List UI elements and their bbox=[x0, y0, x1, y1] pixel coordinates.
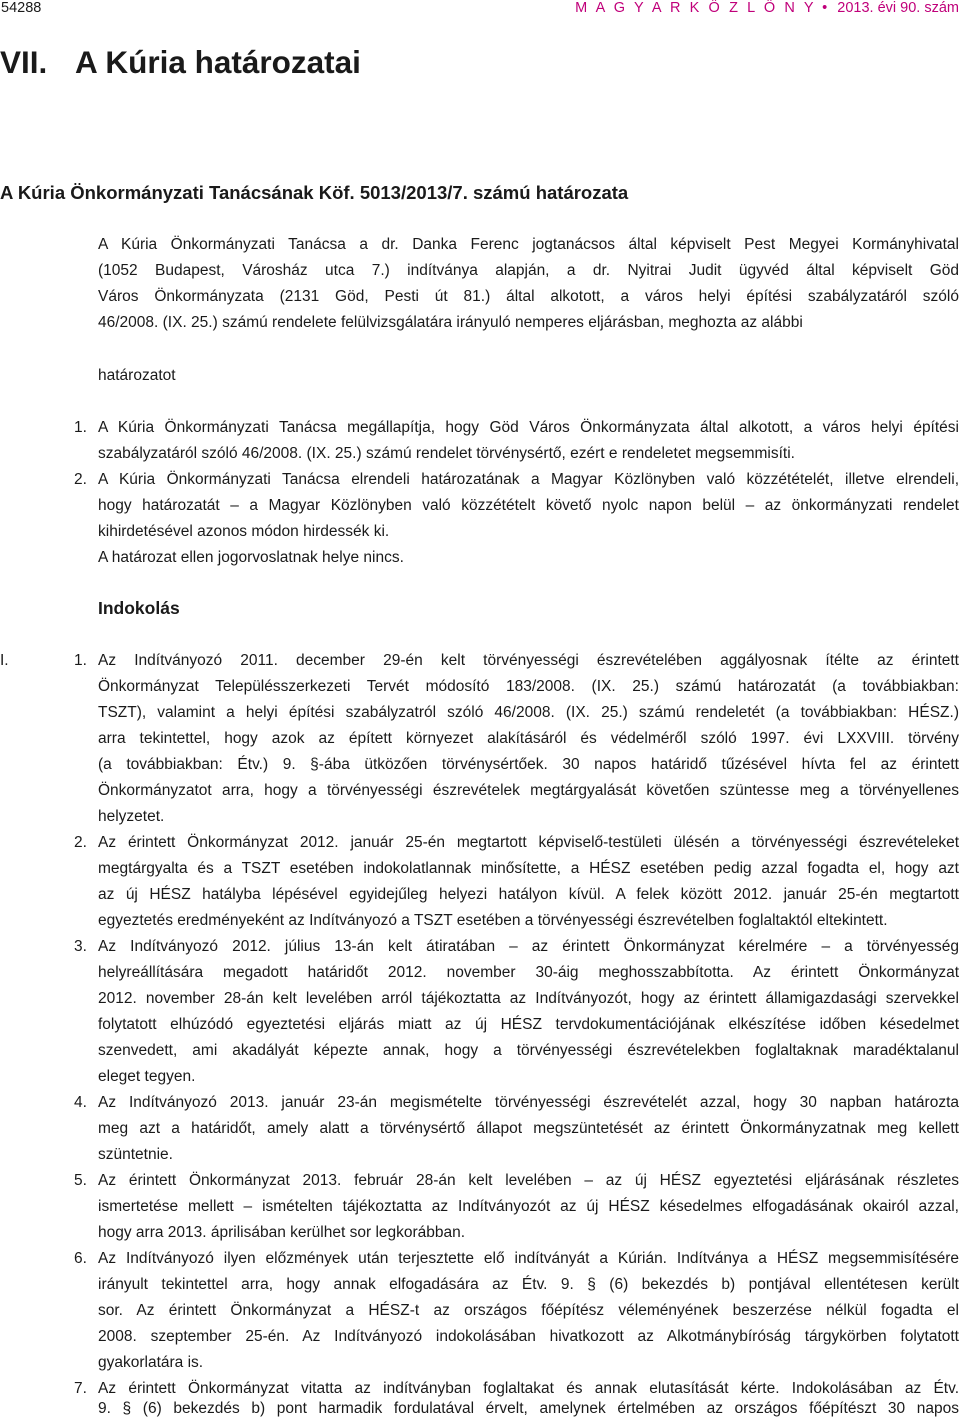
reasoning-heading: Indokolás bbox=[98, 598, 180, 618]
no-appeal-text: A határozat ellen jogorvoslatnak helye nincs. bbox=[98, 549, 404, 566]
item-line: helyreállítására megadott határidőt 2012. november 30-áig meghosszabbította. Az érintett Önkormányzat bbox=[98, 964, 959, 981]
publication-name: M A G Y A R K Ö Z L Ö N Y bbox=[575, 0, 817, 16]
intro-line: (1052 Budapest, Városház utca 7.) indítványa alapján, a dr. Nyitrai Judit ügyvéd által képviselt Göd bbox=[98, 262, 959, 279]
page-number: 54288 bbox=[1, 0, 42, 16]
item-line: folytatott elhúzódó egyeztetési eljárás miatt az új HÉSZ tervdokumentációjának elkészítése időben késedelmet bbox=[98, 1016, 959, 1033]
item-line: Az érintett Önkormányzat 2012. január 25-én megtartott képviselő-testületi ülésén a törvényességi észrevételeket bbox=[98, 834, 959, 851]
bullet-separator: • bbox=[822, 0, 828, 16]
item-line: sor. Az érintett Önkormányzat a HÉSZ-t az országos főépítész véleményének beszerzése nélkül fogadta el bbox=[98, 1302, 959, 1319]
item-line: gyakorlatára is. bbox=[98, 1354, 204, 1371]
item-number: 2. bbox=[74, 834, 87, 851]
item-line: 2008. szeptember 25-én. Az Indítványozó indokolásában hivatkozott az Alkotmánybíróság tárgykörben folytatott bbox=[98, 1328, 959, 1345]
item-line: helyzetet. bbox=[98, 808, 165, 825]
section-number: VII. bbox=[0, 44, 48, 80]
item-line: kihirdetésével azonos módon hirdessék ki. bbox=[98, 523, 390, 540]
issue-number: 2013. évi 90. szám bbox=[837, 0, 959, 16]
item-line: hogy arra 2013. áprilisában kerülhet sor legkorábban. bbox=[98, 1224, 466, 1241]
item-number: 2. bbox=[74, 471, 87, 488]
item-line: Az érintett Önkormányzat 2013. február 28-án kelt levelében – az új HÉSZ egyeztetési eljárásának részletes bbox=[98, 1172, 959, 1189]
item-line: (a továbbiakban: Étv.) 9. §-ába ütközően törvénysértőek. 30 napos határidő tűzésével hívta fel az érintett bbox=[98, 756, 959, 773]
page-header bbox=[0, 0, 960, 16]
item-line: 9. § (6) bekezdés b) pont harmadik fordulatával érvelt, amelynek értelmében az országos főépítészt 30 napos bbox=[98, 1400, 959, 1417]
section-title-text: A Kúria határozatai bbox=[75, 44, 361, 80]
decision-title: A Kúria Önkormányzati Tanácsának Köf. 5013/2013/7. számú határozata bbox=[0, 182, 629, 203]
item-line: Az Indítványozó 2012. július 13-án kelt átiratában – az érintett Önkormányzat kérelmére – a törvényesség bbox=[98, 938, 959, 955]
item-line: Önkormányzatot arra, hogy a törvényességi észrevételek megtárgyalását követően szüntesse meg a törvényellenes bbox=[98, 782, 959, 799]
roman-numeral: I. bbox=[0, 652, 9, 669]
item-number: 6. bbox=[74, 1250, 87, 1267]
item-number: 4. bbox=[74, 1094, 87, 1111]
section-title bbox=[0, 43, 361, 81]
item-line: TSZT), valamint a helyi építési szabályzatról szóló 46/2008. (IX. 25.) számú rendeletét (a továbbiakban: HÉSZ.) bbox=[98, 704, 959, 721]
item-line: 2012. november 28-án kelt levelében arról tájékoztatta az Indítványozót, hogy az érintett államigazdasági szervekkel bbox=[98, 990, 959, 1007]
intro-line: 46/2008. (IX. 25.) számú rendelete felülvizsgálatára irányuló nemperes eljárásban, meghozta az alábbi bbox=[98, 314, 803, 331]
item-line: ismertetése mellett – ismételten tájékoztatta az Indítványozót az új HÉSZ késedelmes elfogadásának okairól azzal, bbox=[98, 1198, 959, 1215]
item-number: 5. bbox=[74, 1172, 87, 1189]
item-line: meg azt a határidőt, amely alatt a törvénysértő állapot megszüntetését az érintett Önkormányzatnak meg kellett bbox=[98, 1120, 959, 1137]
item-line: Az Indítványozó 2011. december 29-én kelt törvényességi észrevételében aggályosnak ítélte az érintett bbox=[98, 652, 959, 669]
intro-line: Város Önkormányzata (2131 Göd, Pesti út 81.) által alkotott, a város helyi építési szabályzatáról szóló bbox=[98, 288, 959, 305]
running-head bbox=[575, 0, 959, 16]
item-line: A Kúria Önkormányzati Tanácsa elrendeli határozatának a Magyar Közlönyben való közzétételét, illetve elrendeli, bbox=[98, 471, 959, 488]
item-number: 1. bbox=[74, 419, 87, 436]
item-line: szenvedett, ami akadályát képezte annak, hogy a törvényességi észrevételekben foglaltaknak maradéktalanul bbox=[98, 1042, 959, 1059]
item-line: Az érintett Önkormányzat vitatta az indítványban foglaltakat és annak elutasítását kérte. Indokolásában az Étv. bbox=[98, 1380, 959, 1397]
item-number: 1. bbox=[74, 652, 87, 669]
item-number: 3. bbox=[74, 938, 87, 955]
item-line: egyeztetés eredményeként az Indítványozó a TSZT esetében a törvényességi észrevételben foglaltaktól eltekintett. bbox=[98, 912, 888, 929]
item-number: 7. bbox=[74, 1380, 87, 1397]
intro-line: A Kúria Önkormányzati Tanácsa a dr. Danka Ferenc jogtanácsos által képviselt Pest Megyei Kormányhivatal bbox=[98, 236, 959, 253]
item-line: eleget tegyen. bbox=[98, 1068, 196, 1085]
item-line: szüntetnie. bbox=[98, 1146, 173, 1163]
decision-label: határozatot bbox=[98, 367, 176, 384]
item-line: Az Indítványozó ilyen előzmények után terjesztette elő indítványát a Kúrián. Indítványa a HÉSZ megsemmisítésére bbox=[98, 1250, 959, 1267]
item-line: A Kúria Önkormányzati Tanácsa megállapítja, hogy Göd Város Önkormányzata által alkotott, a város helyi építési bbox=[98, 419, 959, 436]
item-line: arra tekintettel, hogy azok az épített környezet alakításáról és védelméről szóló 1997. évi LXXVIII. törvény bbox=[98, 730, 959, 747]
item-line: az új HÉSZ hatályba lépésével egyidejűleg helyezi hatályon kívül. A felek között 2012. január 25-én megtartott bbox=[98, 886, 959, 903]
item-line: megtárgyalta és a TSZT esetében indokolatlannak minősítette, a HÉSZ esetében pedig azzal fogadta el, hogy azt bbox=[98, 860, 959, 877]
item-line: hogy határozatát – a Magyar Közlönyben való közzétételt követő nyolc napon belül – az önkormányzati rendelet bbox=[98, 497, 959, 514]
item-line: szabályzatáról szóló 46/2008. (IX. 25.) számú rendelet törvénysértő, ezért e rendeletet megsemmisíti. bbox=[98, 445, 795, 462]
item-line: irányult tekintettel arra, hogy annak elfogadására az Étv. 9. § (6) bekezdés b) pontjával ellentétesen került bbox=[98, 1276, 959, 1293]
item-line: Az Indítványozó 2013. január 23-án megismételte törvényességi észrevételét azzal, hogy 30 napban határozta bbox=[98, 1094, 959, 1111]
item-line: Önkormányzat Településszerkezeti Tervét módosító 183/2008. (IX. 25.) számú határozatát (a továbbiakban: bbox=[98, 678, 959, 695]
